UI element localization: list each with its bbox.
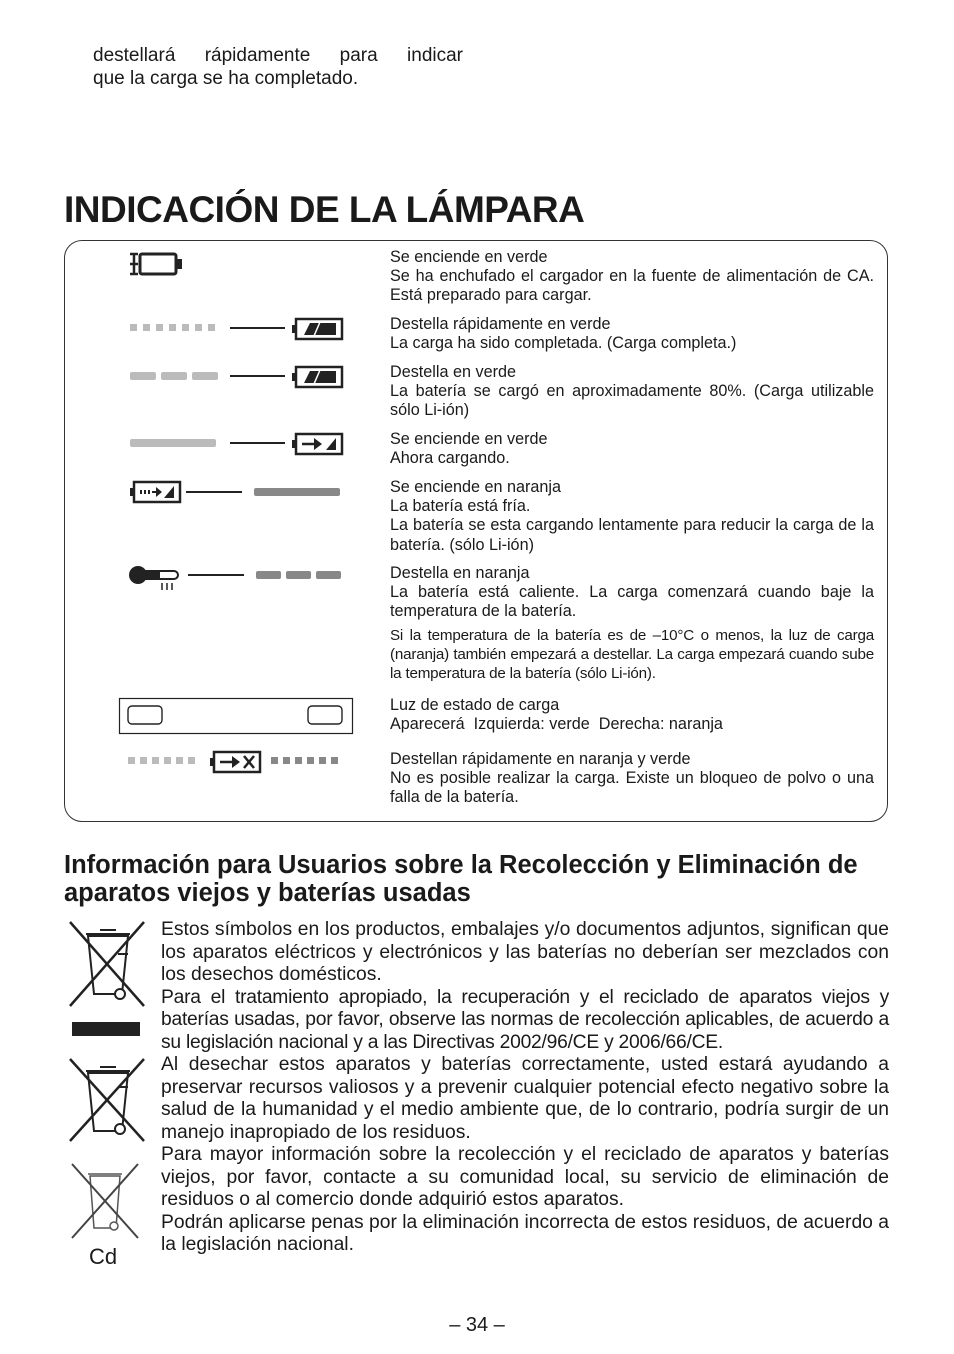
- weee-bin-battery-icon: [68, 1057, 148, 1143]
- battery-error-icon: [210, 751, 262, 773]
- disposal-paragraph: Al desechar estos aparatos y baterías correctamente, usted estará ayudando a preservar recursos valiosos y a prevenir cualquier potencial efecto negativo sobre la salud de la humanidad y el medio ambiente que, de lo contrario, podría surgir de un manejo inapropiado de los residuos.: [161, 1054, 889, 1143]
- cd-label: Cd: [89, 1244, 118, 1269]
- weee-bin-icon: [68, 920, 148, 1008]
- indication-meaning: No es posible realizar la carga. Existe un bloqueo de polvo o una falla de la batería.: [390, 769, 874, 807]
- plug-icon: [128, 248, 188, 280]
- disposal-paragraph: Podrán aplicarse penas por la eliminación incorrecta de estos residuos, de acuerdo a la legislación nacional.: [161, 1211, 889, 1255]
- disposal-paragraph: Para el tratamiento apropiado, la recuperación y el reciclado de aparatos viejos y baterías usadas, por favor, observe las normas de recolección aplicables, de acuerdo a su legislación nacional y a las Directivas 2002/96/CE y 2006/66/CE.: [161, 986, 889, 1053]
- indication-detail: La batería se esta cargando lentamente para reducir la carga de la batería. (sólo Li-ión): [390, 516, 874, 554]
- battery-charging-icon: [292, 433, 344, 455]
- indication-row-6: [390, 564, 874, 683]
- battery-80-icon: [292, 366, 344, 388]
- battery-cold-icon: [130, 481, 182, 503]
- indication-meaning: Ahora cargando.: [390, 449, 510, 468]
- indication-state: Luz de estado de carga: [390, 696, 560, 714]
- indication-meaning: La batería está caliente. La carga comenzará cuando baje la temperatura de la batería.: [390, 583, 874, 621]
- indication-state: Se enciende en verde: [390, 248, 548, 266]
- intro-line-2: que la carga se ha completado.: [93, 68, 359, 89]
- indication-row-5: [390, 478, 874, 555]
- charge-status-panel: [119, 698, 353, 734]
- indication-state: Destella en naranja: [390, 564, 530, 582]
- indication-meaning: Se ha enchufado el cargador en la fuente de alimentación de CA. Está preparado para cargar.: [390, 267, 874, 305]
- indication-state: Destellan rápidamente en naranja y verde: [390, 750, 691, 768]
- flash-orange-indicator: [186, 565, 346, 587]
- indication-meaning: La batería se cargó en aproximadamente 80%. (Carga utilizable sólo Li-ión): [390, 382, 874, 420]
- indication-row-4: [390, 430, 874, 468]
- battery-full-icon: [292, 318, 344, 340]
- indication-row-8: [390, 750, 874, 808]
- indication-state: Destella en verde: [390, 363, 516, 381]
- indication-meaning: La batería está fría.: [390, 497, 531, 516]
- weee-bin-cd-icon: [70, 1162, 140, 1240]
- indication-state: Destella rápidamente en verde: [390, 315, 611, 333]
- indication-row-7: [390, 696, 874, 734]
- disposal-body: [161, 919, 889, 1257]
- intro-line-1: destellará rápidamente para indicar: [93, 45, 463, 66]
- indication-meaning: La carga ha sido completada. (Carga completa.): [390, 334, 737, 353]
- disposal-heading: Información para Usuarios sobre la Recolección y Eliminación de aparatos viejos y baterías usadas: [64, 851, 858, 907]
- weee-bar: [72, 1022, 140, 1036]
- page-number: – 34 –: [449, 1314, 505, 1336]
- indication-row-1: [390, 248, 874, 306]
- intro-text: [93, 44, 463, 90]
- steady-orange-indicator: [186, 481, 346, 503]
- page-title: INDICACIÓN DE LA LÁMPARA: [64, 189, 585, 230]
- disposal-paragraph: Estos símbolos en los productos, embalajes y/o documentos adjuntos, significan que los aparatos eléctricos y electrónicos y las baterías no deberían ser mezclados con los desechos domésticos.: [161, 919, 889, 985]
- indication-row-3: [390, 363, 874, 421]
- indication-meaning: Aparecerá Izquierda: verde Derecha: naranja: [390, 715, 723, 734]
- indication-state: Se enciende en verde: [390, 430, 548, 448]
- disposal-paragraph: Para mayor información sobre la recolección y el reciclado de aparatos y baterías viejos, por favor, contacte a su comunidad local, su servicio de eliminación de residuos o al comercio donde adquirió estos aparatos.: [161, 1144, 889, 1210]
- indication-state: Se enciende en naranja: [390, 478, 562, 496]
- indication-note: Si la temperatura de la batería es de –10°C o menos, la luz de carga (naranja) también empezará a destellar. La carga empezará cuando sube la temperatura de la batería (sólo Li-ión).: [390, 626, 874, 682]
- thermometer-hot-icon: [128, 563, 184, 593]
- indication-row-2: [390, 315, 874, 353]
